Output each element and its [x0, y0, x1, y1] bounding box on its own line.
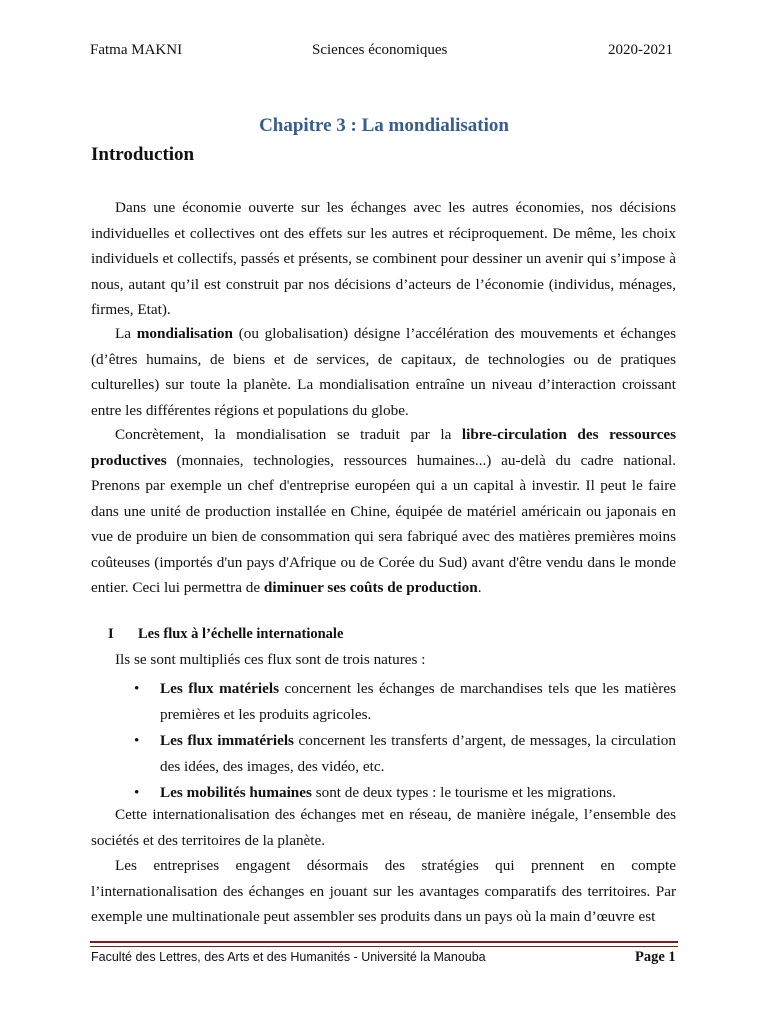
paragraph-text: (monnaies, technologies, ressources humaines...) au-delà du cadre national. Prenons par exemple un chef d'entreprise européen qui a un capital à investir. Il peut le faire dans une unité de production installée en Chine, équipée de matériel américain ou japonais en vue de produire un bien de consommation qui sera fabriqué avec des matières premières moins coûteuses (importés d'un pays d'Afrique ou de Corée du Sud) avant d'être vendu dans le monde entier. Ceci lui permettra de [91, 451, 676, 596]
section-number: I [108, 626, 114, 642]
list-item-text: sont de deux types : le tourisme et les migrations. [311, 784, 617, 801]
paragraph-text: Dans une économie ouverte sur les échanges avec les autres économies, nos décisions individuelles et collectives ont des effets sur les autres et réciproquement. De même, les choix individuels et collectifs, passés et présents, se combinent pour dessiner un avenir qui s’impose à nous, autant qu’il est construit par nos décisions d’acteurs de l’économie (individus, ménages, firmes, Etat). [91, 199, 676, 318]
list-item-term: Les flux immatériels [160, 732, 294, 749]
footer-divider-thin [90, 946, 678, 947]
list-item [132, 676, 676, 727]
header-author: Fatma MAKNI [90, 42, 183, 58]
flux-list [132, 676, 676, 807]
section-heading [108, 626, 343, 643]
section-intro: Ils se sont multipliés ces flux sont de trois natures : [115, 651, 426, 668]
paragraph-intro-1 [91, 195, 676, 323]
term-libre-circulation: libre-circulation des ressources productives [91, 426, 676, 469]
footer-institution: Faculté des Lettres, des Arts et des Humanités - Université la Manouba [91, 950, 486, 964]
bullet-icon: • [134, 680, 140, 697]
footer-divider [90, 941, 678, 943]
term-diminuer-couts: diminuer ses coûts de production [263, 579, 478, 596]
paragraph-end: . [477, 579, 482, 596]
header-subject: Sciences économiques [312, 42, 448, 58]
paragraph-intro-2 [91, 321, 676, 423]
section-title: Les flux à l’échelle internationale [138, 626, 344, 642]
paragraph-section-2 [91, 853, 676, 930]
header-year: 2020-2021 [608, 42, 673, 58]
paragraph-text: (ou globalisation) désigne l’accélération des mouvements et échanges (d’êtres humains, de biens et de services, de capitaux, de technologies ou de pratiques culturelles) sur toute la planète. La mondialisation entraîne un niveau d’interaction croissant entre les différentes régions et populations du globe. [91, 325, 676, 419]
list-item-text: concernent les transferts d’argent, de messages, la circulation des idées, des images, des vidéo, etc. [160, 732, 676, 775]
intro-heading: Introduction [91, 144, 195, 165]
list-item-term: Les mobilités humaines [160, 784, 312, 801]
bullet-icon: • [134, 732, 140, 749]
paragraph-text: Cette internationalisation des échanges met en réseau, de manière inégale, l’ensemble des sociétés et des territoires de la planète. [91, 806, 676, 849]
bullet-icon: • [134, 784, 140, 801]
paragraph-lead: La [115, 325, 137, 342]
list-item [132, 728, 676, 779]
paragraph-text: Les entreprises engagent désormais des stratégies qui prennent en compte l’internationalisation des échanges en jouant sur les avantages comparatifs des territoires. Par exemple une multinationale peut assembler ses produits dans un pays où la main d’œuvre est [91, 857, 676, 925]
paragraph-lead: Concrètement, la mondialisation se traduit par la [115, 426, 462, 443]
list-item-text: concernent les échanges de marchandises tels que les matières premières et les produits agricoles. [160, 680, 676, 723]
list-item-term: Les flux matériels [160, 680, 279, 697]
term-mondialisation: mondialisation [136, 325, 233, 342]
paragraph-intro-3 [91, 422, 676, 601]
paragraph-section-1 [91, 802, 676, 853]
page-number: Page 1 [635, 949, 676, 965]
chapter-title: Chapitre 3 : La mondialisation [259, 115, 509, 136]
